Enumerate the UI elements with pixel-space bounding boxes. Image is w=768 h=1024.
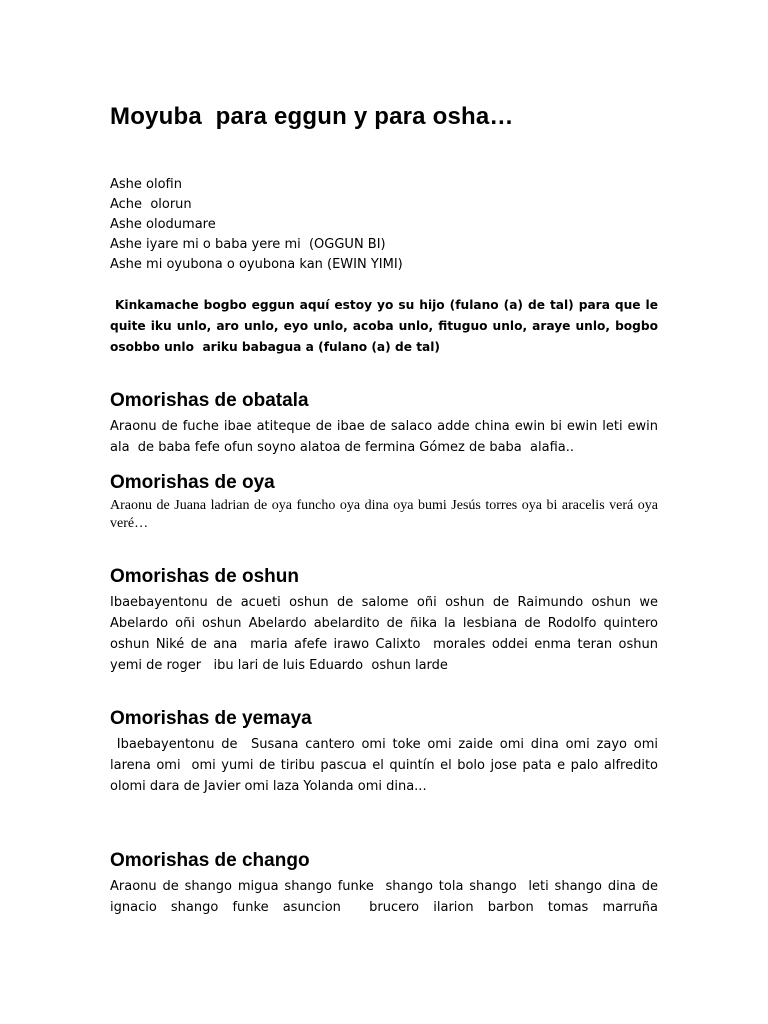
greeting-line: Ashe iyare mi o baba yere mi (OGGUN BI) [110,237,386,252]
document-title: Moyuba para eggun y para osha… [110,103,514,130]
section-heading-oshun: Omorishas de oshun [110,566,299,587]
greeting-line: Ashe olofin [110,177,182,192]
greeting-line: Ache olorun [110,197,192,212]
section-text-oya: Araonu de Juana ladrian de oya funcho oya dina oya bumi Jesús torres oya bi aracelis verá oya veré… [110,498,665,531]
section-text-yemaya: Ibaebayentonu de Susana cantero omi toke omi zaide omi dina omi zayo omi larena omi omi yumi de tiribu pascua el quintín el bolo jose pata e palo alfredito olomi dara de Javier omi laza Yolanda omi dina... [110,737,663,794]
section-text-oshun: Ibaebayentonu de acueti oshun de salome oñi oshun de Raimundo oshun we Abelardo oñi oshun Abelardo abelardito de ñika la lesbiana de Rodolfo quintero oshun Niké de ana maria afefe irawo Calixto morales oddei enma teran oshun yemi de roger ibu lari de luis Eduardo oshun larde [110,595,675,673]
section-heading-yemaya: Omorishas de yemaya [110,708,312,729]
greeting-line: Ashe olodumare [110,217,216,232]
section-text-obatala: Araonu de fuche ibae atiteque de ibae de salaco adde china ewin bi ewin leti ewin ala de baba fefe ofun soyno alatoa de fermina Gómez de baba alafia.. [110,419,663,455]
section-heading-obatala: Omorishas de obatala [110,390,309,411]
section-heading-oya: Omorishas de oya [110,472,275,493]
section-heading-chango: Omorishas de chango [110,850,310,871]
prayer-paragraph: Kinkamache bogbo eggun aquí estoy yo su hijo (fulano (a) de tal) para que le quite iku unlo, aro unlo, eyo unlo, acoba unlo, fituguo unlo, araye unlo, bogbo osobbo unlo ariku babagua a (fulano (a) de tal) [110,298,663,354]
section-text-chango: Araonu de shango migua shango funke shango tola shango leti shango dina de ignacio shango funke asuncion brucero ilarion barbon tomas marruña [110,879,663,915]
greeting-line: Ashe mi oyubona o oyubona kan (EWIN YIMI) [110,257,403,272]
greetings-list [110,175,403,275]
